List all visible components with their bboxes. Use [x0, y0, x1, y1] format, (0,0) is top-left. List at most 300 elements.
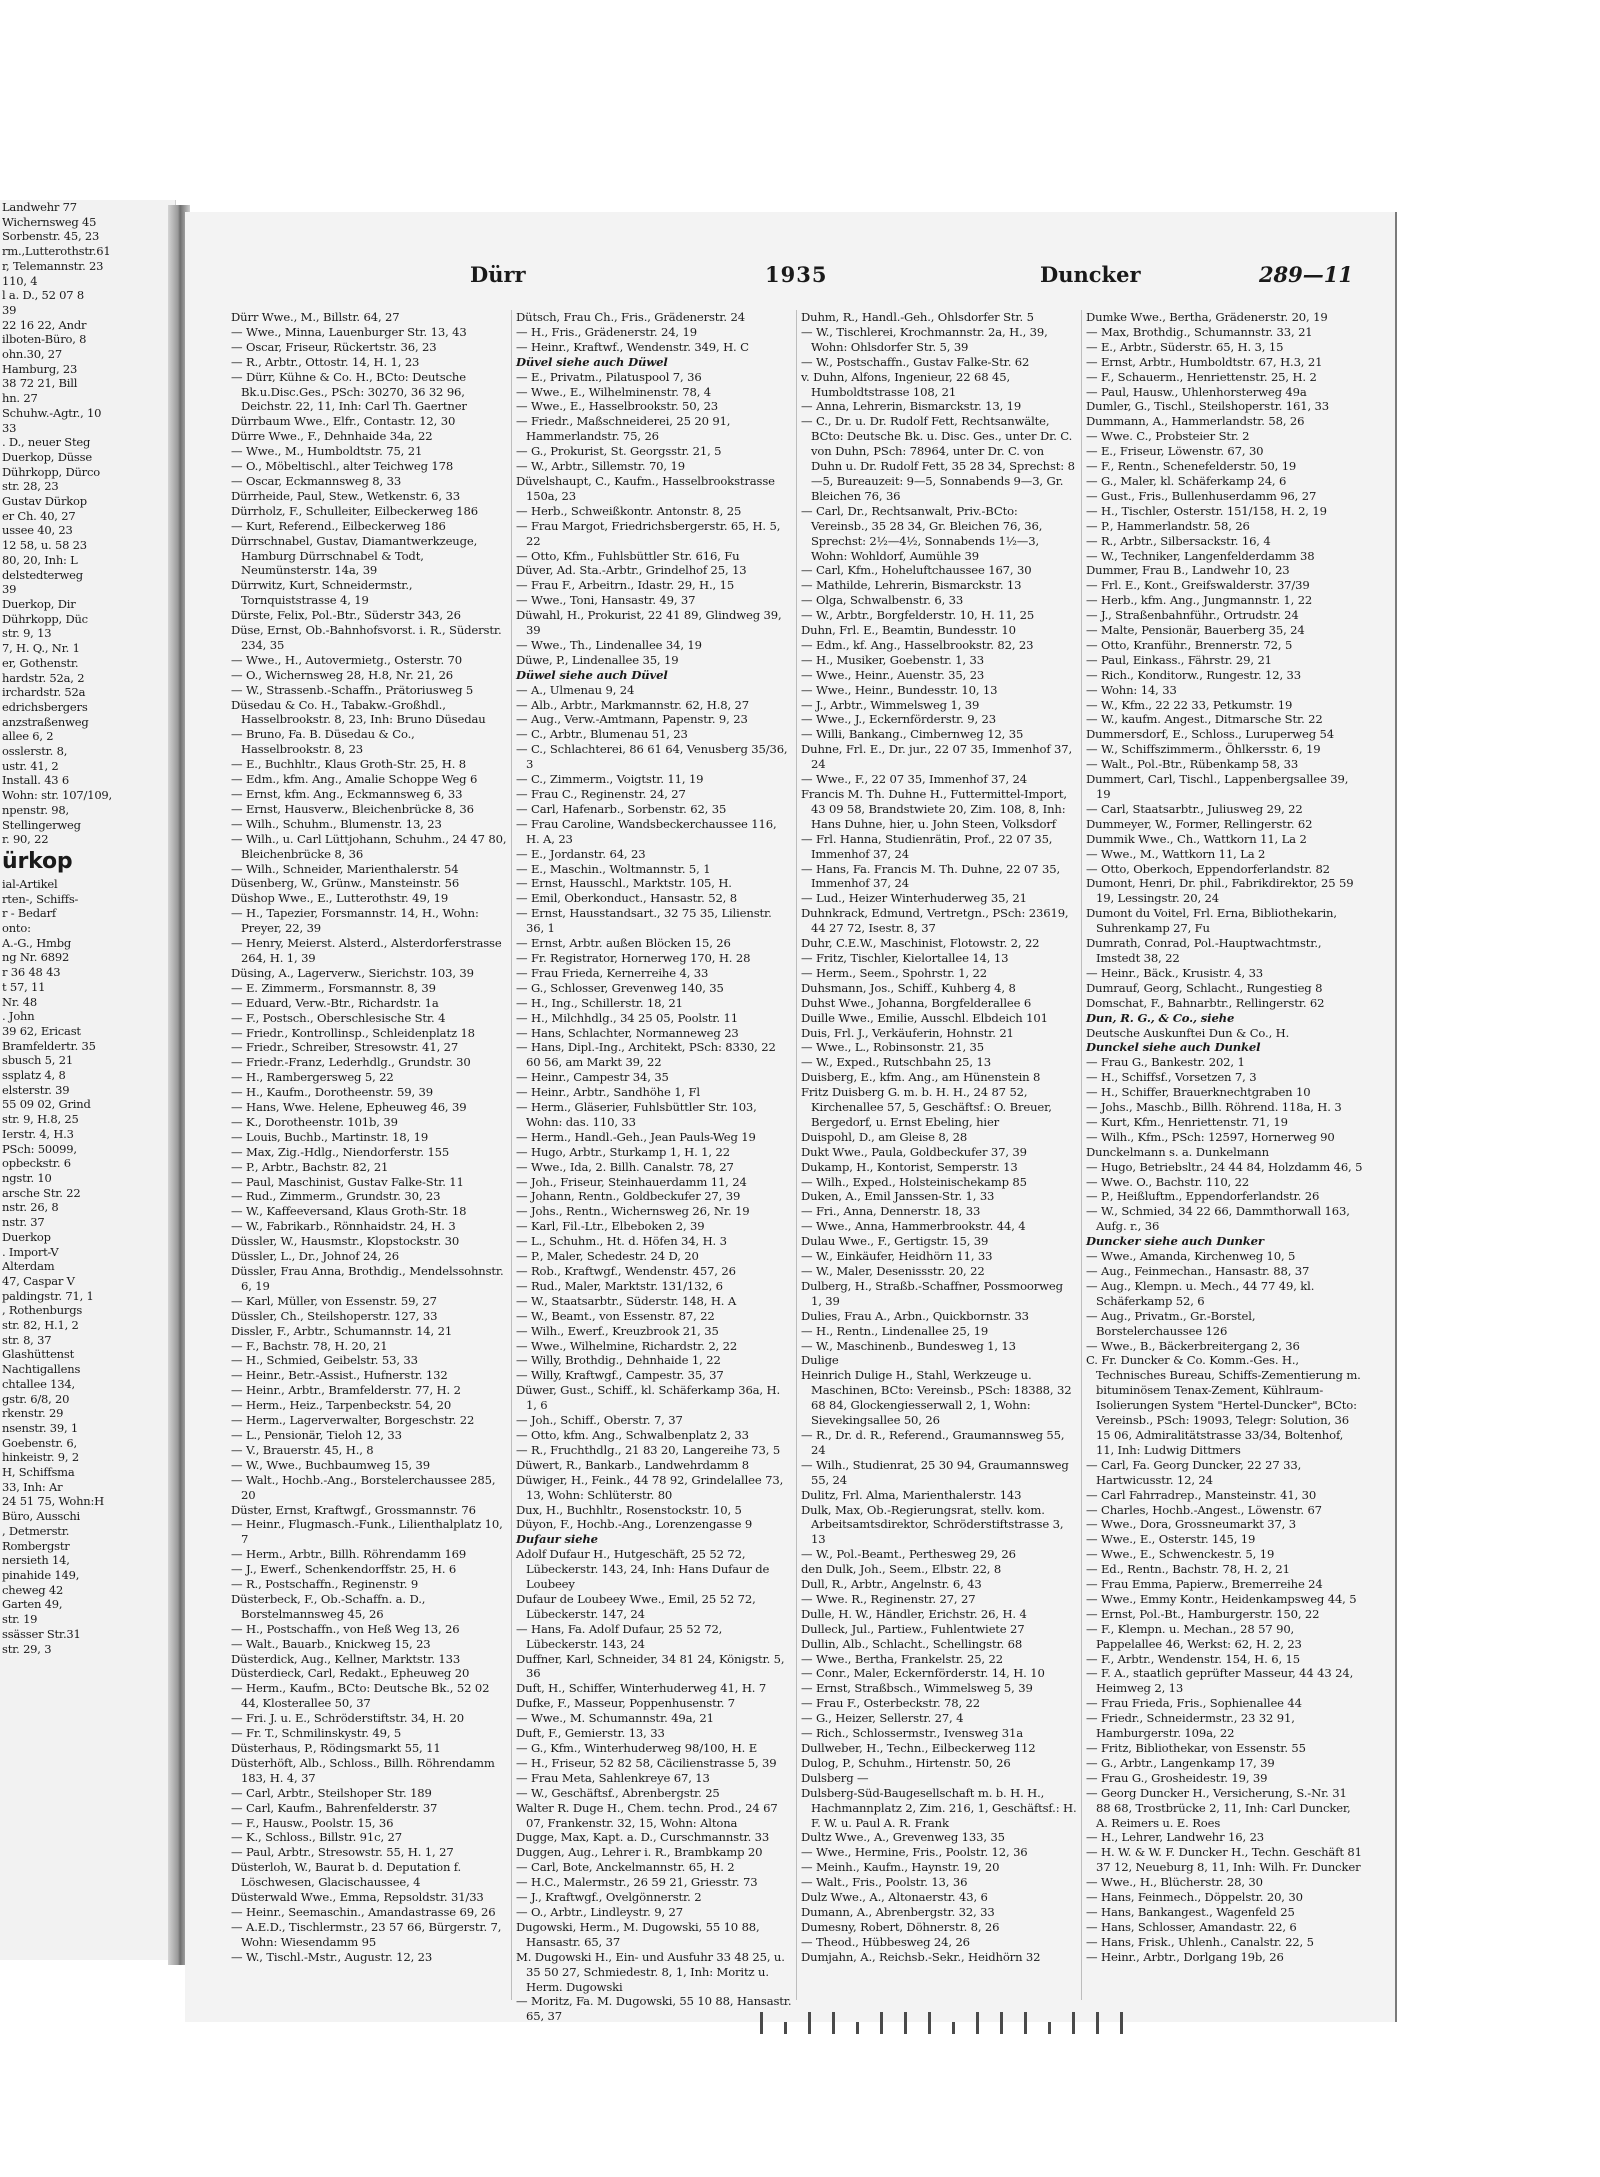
- directory-entry: — Wwe., Minna, Lauenburger Str. 13, 43: [231, 324, 467, 339]
- directory-entry: v. Duhn, Alfons, Ingenieur, 22 68 45, Humboldtstrasse 108, 21: [801, 369, 1010, 399]
- directory-entry: M. Dugowski H., Ein- und Ausfuhr 33 48 25, u. 35 50 27, Schmiedestr. 8, 1, Inh: Moritz u. Herm. Dugowski: [516, 1949, 785, 1994]
- left-page-line: 33, Inh: Ar: [2, 1479, 63, 1494]
- directory-entry: — Wwe., E., Hasselbrookstr. 50, 23: [516, 399, 719, 414]
- directory-entry: — G., Kfm., Winterhuderweg 98/100, H. E: [516, 1741, 758, 1755]
- directory-entry: — Kurt, Kfm., Henriettenstr. 71, 19: [1086, 1114, 1288, 1129]
- directory-entry: — Frau G., Grosheidestr. 19, 39: [1086, 1770, 1268, 1785]
- directory-entry: — Wwe., Heinr., Auenstr. 35, 23: [801, 667, 985, 682]
- directory-entry: — Henry, Meierst. Alsterd., Alsterdorferstrasse 264, H. 1, 39: [231, 936, 502, 965]
- directory-entry: — Rud., Maler, Marktstr. 131/132, 6: [516, 1278, 723, 1293]
- directory-entry: — W., Fabrikarb., Rönnhaidstr. 24, H. 3: [231, 1219, 456, 1234]
- directory-entry: Dürrbaum Wwe., Elfr., Contastr. 12, 30: [231, 414, 456, 429]
- directory-entry: — Hans, Feinmech., Döppelstr. 20, 30: [1086, 1890, 1303, 1905]
- directory-entry: — Anna, Lehrerin, Bismarckstr. 13, 19: [801, 399, 1022, 414]
- directory-entry: Dulsberg-Süd-Baugesellschaft m. b. H. H., Hachmannplatz 2, Zim. 216, 1, Geschäftsf.: H. F. W. u. Paul A. R. Frank: [801, 1785, 1077, 1830]
- directory-entry: Walter R. Duge H., Chem. techn. Prod., 24 67 07, Frankenstr. 32, 15, Wohn: Altona: [516, 1800, 778, 1830]
- directory-entry: — Fritz, Bibliothekar, von Essenstr. 55: [1086, 1741, 1306, 1755]
- directory-entry: Dulleck, Jul., Partiew., Fuhlentwiete 27: [801, 1621, 1025, 1636]
- directory-entry: — G., Schlosser, Grevenweg 140, 35: [516, 980, 724, 995]
- directory-entry: — E., Privatm., Pilatuspool 7, 36: [516, 369, 702, 384]
- directory-entry: Düssler, W., Hausmstr., Klopstockstr. 30: [231, 1234, 460, 1249]
- directory-entry: — Hans, Schlachter, Normanneweg 23: [516, 1025, 739, 1040]
- directory-entry: — Wwe., M., Humboldtstr. 75, 21: [231, 444, 423, 459]
- left-page-line: Gustav Dürkop: [2, 494, 87, 509]
- directory-entry: Düsterbeck, F., Ob.-Schaffn. a. D., Borstelmannsweg 45, 26: [231, 1591, 426, 1621]
- directory-entry: Dürre Wwe., F., Dehnhaide 34a, 22: [231, 429, 433, 444]
- directory-entry: Düsenberg, W., Grünw., Mansteinstr. 56: [231, 876, 460, 891]
- directory-entry: — K., Schloss., Billstr. 91c, 27: [231, 1830, 403, 1845]
- left-page-line: elsterstr. 39: [2, 1082, 70, 1097]
- directory-entry: Dulitz, Frl. Alma, Marienthalerstr. 143: [801, 1487, 1022, 1502]
- directory-entry: — Rich., Konditorw., Rungestr. 12, 33: [1086, 667, 1301, 682]
- directory-entry: — J., Straßenbahnführ., Ortrudstr. 24: [1086, 608, 1299, 623]
- directory-entry: — Wilh., Schuhm., Blumenstr. 13, 23: [231, 816, 442, 831]
- directory-entry: Dulz Wwe., A., Altonaerstr. 43, 6: [801, 1890, 988, 1905]
- directory-entry: Düster, Ernst, Kraftwgf., Grossmannstr. 76: [231, 1502, 476, 1517]
- directory-entry: Düssler, Ch., Steilshoperstr. 127, 33: [231, 1308, 438, 1323]
- directory-entry: — Frau Frieda, Kernerreihe 4, 33: [516, 965, 709, 980]
- left-page-line: Wichernsweg 45: [2, 214, 97, 229]
- directory-entry: — Frau Caroline, Wandsbeckerchaussee 116, H. A, 23: [516, 816, 777, 846]
- left-page-line: ohn.30, 27: [2, 347, 62, 362]
- left-page-line: nstr. 37: [2, 1215, 45, 1230]
- directory-entry: — Hans, Dipl.-Ing., Architekt, PSch: 8330, 22 60 56, am Markt 39, 22: [516, 1040, 776, 1070]
- directory-entry: — Heinr., Flugmasch.-Funk., Lilienthalplatz 10, 7: [231, 1517, 503, 1547]
- left-page-line: 22 16 22, Andr: [2, 317, 87, 332]
- directory-entry: Dummersdorf, E., Schloss., Luruperweg 54: [1086, 727, 1335, 742]
- directory-entry: Dulk, Max, Ob.-Regierungsrat, stellv. kom. Arbeitsamtsdirektor, Schröderstiftstrasse 3, 13: [801, 1502, 1064, 1547]
- directory-entry: Duffner, Karl, Schneider, 34 81 24, Königstr. 5, 36: [516, 1651, 785, 1681]
- left-page-line: Glashüttenst: [2, 1347, 75, 1362]
- directory-entry: — Otto, Oberkoch, Eppendorferlandstr. 82: [1086, 861, 1330, 876]
- directory-entry: Düwel siehe auch Düvel: [516, 667, 668, 682]
- directory-entry: — Walt., Hochb.-Ang., Borstelerchaussee 285, 20: [231, 1472, 496, 1502]
- directory-entry: — Aug., Privatm., Gr.-Borstel, Borstelerchaussee 126: [1086, 1308, 1256, 1338]
- directory-entry: — F., Postsch., Oberschlesische Str. 4: [231, 1010, 446, 1025]
- left-page-line: 110, 4: [2, 273, 38, 288]
- directory-entry: — Wwe., Anna, Hammerbrookstr. 44, 4: [801, 1219, 1026, 1234]
- directory-entry: Düsing, A., Lagerverw., Sierichstr. 103, 39: [231, 965, 474, 980]
- directory-entry: — H., Tapezier, Forsmannstr. 14, H., Wohn: Preyer, 22, 39: [231, 906, 479, 936]
- directory-entry: — P., Hammerlandstr. 58, 26: [1086, 518, 1250, 533]
- left-page-line: rkenstr. 29: [2, 1406, 64, 1421]
- directory-entry: — Wwe., J., Eckernförderstr. 9, 23: [801, 712, 996, 727]
- directory-entry: — Willy, Brothdig., Dehnhaide 1, 22: [516, 1353, 721, 1368]
- directory-entry: Dumler, G., Tischl., Steilshoperstr. 161, 33: [1086, 399, 1329, 414]
- directory-entry: — Aug., Klempn. u. Mech., 44 77 49, kl. Schäferkamp 52, 6: [1086, 1278, 1315, 1308]
- directory-entry: Duisberg, E., kfm. Ang., am Hünenstein 8: [801, 1070, 1041, 1085]
- directory-entry: — V., Brauerstr. 45, H., 8: [231, 1442, 374, 1457]
- directory-entry: — Hans, Wwe. Helene, Epheuweg 46, 39: [231, 1100, 467, 1115]
- directory-entry: — Joh., Schiff., Oberstr. 7, 37: [516, 1413, 683, 1428]
- directory-entry: — Oscar, Friseur, Rückertstr. 36, 23: [231, 339, 437, 354]
- directory-entry: — W., Pol.-Beamt., Perthesweg 29, 26: [801, 1547, 1016, 1562]
- directory-entry: Düsedau & Co. H., Tabakw.-Großhdl., Hasselbrookstr. 8, 23, Inh: Bruno Düsedau: [231, 697, 486, 727]
- directory-entry: — Alb., Arbtr., Markmannstr. 62, H.8, 27: [516, 697, 750, 712]
- directory-entry: — Emil, Oberkonduct., Hansastr. 52, 8: [516, 891, 737, 906]
- directory-entry: — Oscar, Eckmannsweg 8, 33: [231, 473, 402, 488]
- directory-entry: — F., Bachstr. 78, H. 20, 21: [231, 1338, 388, 1353]
- directory-entry: — Wwe., H., Blücherstr. 28, 30: [1086, 1875, 1263, 1890]
- column-1: [227, 310, 512, 2000]
- directory-entry: — Heinr., Kraftwf., Wendenstr. 349, H. C: [516, 339, 749, 354]
- directory-entry: Dumann, A., Abrenbergstr. 32, 33: [801, 1904, 995, 1919]
- directory-entry: — W., Geschäftsf., Abrenbergstr. 25: [516, 1785, 720, 1800]
- directory-entry: Dull, R., Arbtr., Angelnstr. 6, 43: [801, 1577, 982, 1592]
- directory-entry: — Wwe., B., Bäckerbreitergang 2, 36: [1086, 1338, 1300, 1353]
- directory-entry: — Carl, Bote, Anckelmannstr. 65, H. 2: [516, 1860, 735, 1875]
- left-page-line: Goebenstr. 6,: [2, 1435, 77, 1450]
- left-page-line: . Import-V: [2, 1244, 59, 1259]
- left-page-line: hn. 27: [2, 391, 38, 406]
- directory-entry: — Hans, Fa. Adolf Dufaur, 25 52 72, Lübeckerstr. 143, 24: [516, 1621, 723, 1651]
- directory-entry: Duhsmann, Jos., Schiff., Kuhberg 4, 8: [801, 980, 1016, 995]
- directory-entry: — R., Dr. d. R., Referend., Graumannsweg 55, 24: [801, 1427, 1065, 1457]
- directory-entry: — Willy, Kraftwgf., Campestr. 35, 37: [516, 1368, 724, 1383]
- directory-entry: — W., Kaffeeversand, Klaus Groth-Str. 18: [231, 1204, 467, 1219]
- directory-entry: Dürr Wwe., M., Billstr. 64, 27: [231, 310, 400, 324]
- directory-entry: — H., Rentn., Lindenallee 25, 19: [801, 1323, 989, 1338]
- directory-entry: Dürrholz, F., Schulleiter, Eilbeckerweg 186: [231, 503, 478, 518]
- directory-entry: — Charles, Hochb.-Angest., Löwenstr. 67: [1086, 1502, 1322, 1517]
- directory-entry: — F., Hausw., Poolstr. 15, 36: [231, 1815, 394, 1830]
- directory-entry: — Heinr., Campestr 34, 35: [516, 1070, 669, 1085]
- left-page-line: opbeckstr. 6: [2, 1156, 71, 1171]
- directory-entry: Dulau Wwe., F., Gertigstr. 15, 39: [801, 1234, 989, 1249]
- directory-entry: — E. Zimmerm., Forsmannstr. 8, 39: [231, 980, 436, 995]
- left-page-line: ng Nr. 6892: [2, 950, 70, 965]
- directory-entry: — P., Maler, Schedestr. 24 D, 20: [516, 1249, 699, 1264]
- left-page-line: ustr. 41, 2: [2, 758, 59, 773]
- left-page-line: str. 9, H.8, 25: [2, 1112, 79, 1127]
- directory-entry: — Eduard, Verw.-Btr., Richardstr. 1a: [231, 995, 439, 1010]
- directory-entry: Deutsche Auskunftei Dun & Co., H.: [1086, 1025, 1290, 1040]
- directory-entry: — Herm., Heiz., Tarpenbeckstr. 54, 20: [231, 1398, 452, 1413]
- left-page-line: 38 72 21, Bill: [2, 376, 78, 391]
- column-2: [512, 310, 797, 2024]
- directory-entry: — L., Schuhm., Ht. d. Höfen 34, H. 3: [516, 1234, 727, 1249]
- directory-entry: — Wwe., Emmy Kontr., Heidenkampsweg 44, 5: [1086, 1591, 1357, 1606]
- left-page-line: Alterdam: [2, 1259, 55, 1274]
- directory-entry: — Otto, Kranführ., Brennerstr. 72, 5: [1086, 637, 1293, 652]
- directory-entry: — Wilh., Exped., Holsteinischekamp 85: [801, 1174, 1027, 1189]
- directory-entry: — Rich., Schlossermstr., Ivensweg 31a: [801, 1726, 1023, 1741]
- left-page-line: nstr. 26, 8: [2, 1200, 59, 1215]
- directory-entry: — Wwe., Ida, 2. Billh. Canalstr. 78, 27: [516, 1159, 734, 1174]
- directory-entry: — H., Schmied, Geibelstr. 53, 33: [231, 1353, 418, 1368]
- directory-entry: Dürrschnabel, Gustav, Diamantwerkzeuge, Hamburg Dürrschnabel & Todt, Neumünsterstr. 14a, 39: [231, 533, 478, 578]
- directory-entry: Düssler, Frau Anna, Brothdig., Mendelssohnstr. 6, 19: [231, 1264, 504, 1293]
- directory-entry: — Herm., Arbtr., Billh. Röhrendamm 169: [231, 1547, 467, 1562]
- directory-entry: — Fr. T., Schmilinskystr. 49, 5: [231, 1726, 402, 1741]
- directory-entry: Dulige: [801, 1353, 839, 1368]
- directory-entry: — H., Friseur, 52 82 58, Cäcilienstrasse 5, 39: [516, 1755, 777, 1770]
- directory-entry: Dumke Wwe., Bertha, Grädenerstr. 20, 19: [1086, 310, 1328, 324]
- directory-entry: Duncker siehe auch Dunker: [1086, 1234, 1264, 1249]
- column-3: [797, 310, 1082, 2000]
- directory-entry: — Max, Zig.-Hdlg., Niendorferstr. 155: [231, 1144, 450, 1159]
- left-page-line: 12 58, u. 58 23: [2, 538, 87, 553]
- directory-entry: — A., Ulmenau 9, 24: [516, 682, 635, 697]
- directory-entry: — Louis, Buchb., Martinstr. 18, 19: [231, 1129, 429, 1144]
- left-page-line: Nr. 48: [2, 994, 38, 1009]
- directory-entry: — Fritz, Tischler, Kielortallee 14, 13: [801, 950, 1009, 965]
- directory-entry: — Herb., Schweißkontr. Antonstr. 8, 25: [516, 503, 742, 518]
- directory-entry: — W., Tischlerei, Krochmannstr. 2a, H., 39, Wohn: Ohlsdorfer Str. 5, 39: [801, 324, 1048, 354]
- left-page-line: Garten 49,: [2, 1597, 63, 1612]
- directory-entry: Dulog, P., Schuhm., Hirtenstr. 50, 26: [801, 1755, 1011, 1770]
- directory-entry: — Heinr., Arbtr., Bramfelderstr. 77, H. 2: [231, 1383, 461, 1398]
- directory-entry: — Walt., Bauarb., Knickweg 15, 23: [231, 1636, 431, 1651]
- left-page-line: ürkop: [2, 848, 73, 874]
- directory-entry: — Carl, Kfm., Hoheluftchaussee 167, 30: [801, 563, 1032, 578]
- directory-entry: — P., Heißluftm., Eppendorferlandstr. 26: [1086, 1189, 1320, 1204]
- left-page-line: t 57, 11: [2, 979, 46, 994]
- directory-entry: — Kurt, Referend., Eilbeckerweg 186: [231, 518, 446, 533]
- left-page-line: irchardstr. 52a: [2, 685, 86, 700]
- directory-entry: — Ernst, Hausverw., Bleichenbrücke 8, 36: [231, 801, 474, 816]
- directory-entry: — A.E.D., Tischlermstr., 23 57 66, Bürgerstr. 7, Wohn: Wiesendamm 95: [231, 1919, 502, 1949]
- left-page-line: 39: [2, 302, 17, 317]
- directory-entry: Domschat, F., Bahnarbtr., Rellingerstr. 62: [1086, 995, 1325, 1010]
- directory-entry: — Herm., Gläserier, Fuhlsbüttler Str. 103, Wohn: das. 110, 33: [516, 1100, 757, 1129]
- left-page-line: r - Bedarf: [2, 906, 56, 921]
- directory-entry: — Wohn: 14, 33: [1086, 682, 1177, 697]
- directory-entry: — Wwe., Hermine, Fris., Poolstr. 12, 36: [801, 1845, 1028, 1860]
- left-page-line: 47, Caspar V: [2, 1273, 75, 1288]
- directory-entry: — Johann, Rentn., Goldbeckufer 27, 39: [516, 1189, 741, 1204]
- directory-entry: — Max, Brothdig., Schumannstr. 33, 21: [1086, 324, 1313, 339]
- directory-entry: — Hugo, Betriebsltr., 24 44 84, Holzdamm 46, 5: [1086, 1159, 1363, 1174]
- directory-entry: — Wwe., M., Wattkorn 11, La 2: [1086, 846, 1266, 861]
- directory-entry: — R., Arbtr., Ottostr. 14, H. 1, 23: [231, 354, 420, 369]
- directory-entry: — Wwe. O., Bachstr. 110, 22: [1086, 1174, 1250, 1189]
- directory-entry: Duhst Wwe., Johanna, Borgfelderallee 6: [801, 995, 1032, 1010]
- left-page-line: Stellingerweg: [2, 817, 81, 832]
- directory-entry: Düsterdick, Aug., Kellner, Marktstr. 133: [231, 1651, 461, 1666]
- directory-entry: — C., Zimmerm., Voigtstr. 11, 19: [516, 772, 704, 787]
- left-page-line: Duerkop, Dir: [2, 596, 76, 611]
- directory-entry: Dumjahn, A., Reichsb.-Sekr., Heidhörn 32: [801, 1949, 1041, 1964]
- directory-entry: — G., Prokurist, St. Georgsstr. 21, 5: [516, 444, 722, 459]
- directory-entry: — F., Schauerm., Henriettenstr. 25, H. 2: [1086, 369, 1317, 384]
- directory-entry: — Heinr., Betr.-Assist., Hufnerstr. 132: [231, 1368, 448, 1383]
- left-page-line: l a. D., 52 07 8: [2, 288, 84, 303]
- left-page-line: Bramfeldertr. 35: [2, 1038, 96, 1053]
- left-page-line: str. 29, 3: [2, 1641, 52, 1656]
- directory-entry: — Walt., Pol.-Btr., Rübenkamp 58, 33: [1086, 757, 1299, 772]
- directory-entry: — L., Pensionär, Tieloh 12, 33: [231, 1427, 402, 1442]
- directory-entry: — Herm., Lagerverwalter, Borgeschstr. 22: [231, 1413, 475, 1428]
- directory-entry: — E., Arbtr., Süderstr. 65, H. 3, 15: [1086, 339, 1284, 354]
- directory-entry: — Hugo, Arbtr., Sturkamp 1, H. 1, 22: [516, 1144, 730, 1159]
- left-page-line: 24 51 75, Wohn:H: [2, 1494, 105, 1509]
- directory-entry: Düsterloh, W., Baurat b. d. Deputation f. Löschwesen, Glacischaussee, 4: [231, 1860, 462, 1890]
- directory-entry: Dulsberg —: [801, 1770, 869, 1785]
- left-page-line: ssplatz 4, 8: [2, 1068, 66, 1083]
- directory-entry: — Wwe., Wilhelmine, Richardstr. 2, 22: [516, 1338, 738, 1353]
- directory-entry: — Carl, Kaufm., Bahrenfelderstr. 37: [231, 1800, 438, 1815]
- previous-page-fragment: [0, 200, 176, 1960]
- directory-entry: — W., Schmied, 34 22 66, Dammthorwall 163, Aufg. r., 36: [1086, 1204, 1350, 1234]
- left-page-line: ngstr. 10: [2, 1171, 52, 1185]
- directory-entry: Dürrwitz, Kurt, Schneidermstr., Tornquiststrasse 4, 19: [231, 578, 413, 608]
- left-page-line: ial-Artikel: [2, 876, 58, 891]
- directory-entry: Dumrauf, Georg, Schlacht., Rungestieg 8: [1086, 980, 1323, 995]
- directory-entry: — P., Arbtr., Bachstr. 82, 21: [231, 1159, 389, 1174]
- left-page-line: A.-G., Hmbg: [2, 935, 72, 950]
- left-page-line: , Rothenburgs: [2, 1303, 83, 1318]
- directory-entry: Düsterdieck, Carl, Redakt., Epheuweg 20: [231, 1666, 470, 1681]
- directory-entry: Dullin, Alb., Schlacht., Schellingstr. 68: [801, 1636, 1023, 1651]
- directory-entry: Dumont, Henri, Dr. phil., Fabrikdirektor, 25 59 19, Lessingstr. 20, 24: [1086, 876, 1354, 906]
- left-page-line: , Detmerstr.: [2, 1523, 70, 1538]
- directory-entry: — Karl, Müller, von Essenstr. 59, 27: [231, 1293, 437, 1308]
- column-4: [1082, 310, 1367, 2000]
- left-page-line: 39: [2, 582, 17, 597]
- directory-entry: — Aug., Feinmechan., Hansastr. 88, 37: [1086, 1264, 1310, 1278]
- directory-entry: — Rud., Zimmerm., Grundstr. 30, 23: [231, 1189, 441, 1204]
- directory-entry: Duhm, R., Handl.-Geh., Ohlsdorfer Str. 5: [801, 310, 1034, 324]
- directory-entry: Dux, H., Buchhltr., Rosenstockstr. 10, 5: [516, 1502, 742, 1517]
- directory-entry: — F., Rentn., Schenefelderstr. 50, 19: [1086, 459, 1297, 474]
- directory-entry: — J., Arbtr., Wimmelsweg 1, 39: [801, 697, 980, 712]
- directory-entry: — Wilh., Studienrat, 25 30 94, Graumannsweg 55, 24: [801, 1457, 1069, 1487]
- directory-entry: — Heinr., Seemaschin., Amandastrasse 69, 26: [231, 1904, 496, 1919]
- left-page-line: Hamburg, 23: [2, 361, 78, 376]
- directory-entry: — Walt., Fris., Poolstr. 13, 36: [801, 1875, 968, 1890]
- directory-entry: — Carl, Fa. Georg Duncker, 22 27 33, Hartwicusstr. 12, 24: [1086, 1457, 1302, 1487]
- left-page-line: 55 09 02, Grind: [2, 1097, 91, 1112]
- left-page-line: str. 8, 37: [2, 1332, 52, 1347]
- directory-entry: — Joh., Friseur, Steinhauerdamm 11, 24: [516, 1174, 747, 1189]
- directory-entry: Adolf Dufaur H., Hutgeschäft, 25 52 72, Lübeckerstr. 143, 24, Inh: Hans Dufaur de Loubeey: [516, 1547, 770, 1592]
- left-page-line: ilboten-Büro, 8: [2, 332, 87, 347]
- directory-entry: Dumrath, Conrad, Pol.-Hauptwachtmstr., Imstedt 38, 22: [1086, 936, 1322, 965]
- directory-entry: — W., Maschinenb., Bundesweg 1, 13: [801, 1338, 1016, 1353]
- directory-entry: — Dürr, Kühne & Co. H., BCto: Deutsche Bk.u.Disc.Ges., PSch: 30270, 36 32 96, Deichstr. 22, 11, Inh: Carl Th. Gaertner: [231, 369, 467, 414]
- left-page-line: edrichsbergers: [2, 699, 88, 714]
- directory-entry: Düwahl, H., Prokurist, 22 41 89, Glindweg 39, 39: [516, 608, 782, 638]
- directory-entry: — F., Arbtr., Wendenstr. 154, H. 6, 15: [1086, 1651, 1300, 1666]
- directory-entry: Dummer, Frau B., Landwehr 10, 23: [1086, 563, 1290, 578]
- left-page-line: er Ch. 40, 27: [2, 508, 76, 523]
- directory-entry: — Theod., Hübbesweg 24, 26: [801, 1934, 970, 1949]
- directory-entry: Duhnkrack, Edmund, Vertretgn., PSch: 23619, 44 27 72, Isestr. 8, 37: [801, 906, 1069, 936]
- directory-entry: Dumesny, Robert, Döhnerstr. 8, 26: [801, 1919, 1000, 1934]
- directory-entry: Dunckel siehe auch Dunkel: [1086, 1040, 1261, 1055]
- directory-entry: — Wwe., E., Schwenckestr. 5, 19: [1086, 1547, 1275, 1562]
- directory-entry: — K., Dorotheenstr. 101b, 39: [231, 1114, 398, 1129]
- left-page-line: str. 19: [2, 1612, 38, 1627]
- directory-entry: — R., Arbtr., Silbersackstr. 16, 4: [1086, 533, 1271, 548]
- directory-entry: — W., Maler, Desenissstr. 20, 22: [801, 1264, 985, 1278]
- directory-entry: — Frau C., Reginenstr. 24, 27: [516, 787, 686, 801]
- directory-entry: — Ernst, kfm. Ang., Eckmannsweg 6, 33: [231, 787, 463, 801]
- directory-entry: — Ernst, Hausstandsart., 32 75 35, Lilienstr. 36, 1: [516, 906, 772, 936]
- directory-entry: Düwiger, H., Feink., 44 78 92, Grindelallee 73, 13, Wohn: Schlüterstr. 80: [516, 1472, 784, 1502]
- left-page-line: Ierstr. 4, H.3: [2, 1126, 74, 1141]
- left-page-line: delstedterweg: [2, 567, 83, 582]
- directory-entry: — Hans, Frisk., Uhlenh., Canalstr. 22, 5: [1086, 1934, 1314, 1949]
- directory-entry: — Carl, Dr., Rechtsanwalt, Priv.-BCto: Vereinsb., 35 28 34, Gr. Bleichen 76, 36, Sprechst: 2½—4½, Sonnabends 1½—3, Wohn: Wohldorf, Aumühle 39: [801, 503, 1043, 563]
- left-page-line: nsenstr. 39, 1: [2, 1420, 79, 1435]
- left-page-line: cheweg 42: [2, 1582, 64, 1597]
- directory-entry: Duggen, Aug., Lehrer i. R., Brambkamp 20: [516, 1845, 763, 1860]
- directory-entry: — Wilh., Ewerf., Kreuzbrook 21, 35: [516, 1323, 719, 1338]
- left-page-line: rten-, Schiffs-: [2, 891, 79, 906]
- directory-entry: — Frau Meta, Sahlenkreye 67, 13: [516, 1770, 710, 1785]
- directory-entry: — Frau G., Bankestr. 202, 1: [1086, 1055, 1245, 1070]
- directory-entry: Düsterwald Wwe., Emma, Repsoldstr. 31/33: [231, 1890, 484, 1905]
- directory-entry: — Wilh., u. Carl Lüttjohann, Schuhm., 24 47 80, Bleichenbrücke 8, 36: [231, 831, 507, 861]
- directory-entry: — Malte, Pensionär, Bauerberg 35, 24: [1086, 623, 1305, 638]
- left-page-line: Wohn: str. 107/109,: [2, 788, 113, 803]
- left-page-line: H, Schiffsma: [2, 1465, 75, 1480]
- directory-entry: — Carl, Hafenarb., Sorbenstr. 62, 35: [516, 801, 727, 816]
- directory-entry: — Friedr.-Franz, Lederhdlg., Grundstr. 30: [231, 1055, 471, 1070]
- left-page-line: Büro, Ausschi: [2, 1509, 81, 1524]
- directory-entry: — H., Milchhdlg., 34 25 05, Poolstr. 11: [516, 1010, 738, 1025]
- directory-entry: Fritz Duisberg G. m. b. H. H., 24 87 52, Kirchenallee 57, 5, Geschäftsf.: O. Breuer, Bergedorf, u. Ernst Ebeling, hier: [801, 1085, 1052, 1129]
- directory-entry: — Wwe., Bertha, Frankelstr. 25, 22: [801, 1651, 1003, 1666]
- directory-entry: — Johs., Maschb., Billh. Röhrend. 118a, H. 3: [1086, 1100, 1342, 1115]
- directory-entry: — Fri. J. u. E., Schröderstiftstr. 34, H. 20: [231, 1711, 464, 1726]
- directory-entry: — Gust., Fris., Bullenhuserdamm 96, 27: [1086, 488, 1317, 503]
- directory-entry: — Wwe., Heinr., Bundesstr. 10, 13: [801, 682, 998, 697]
- directory-entry: — W., Techniker, Langenfelderdamm 38: [1086, 548, 1315, 563]
- directory-entry: Dürste, Felix, Pol.-Btr., Süderstr 343, 26: [231, 608, 461, 623]
- directory-entry: Dugowski, Herm., M. Dugowski, 55 10 88, Hansastr. 65, 37: [516, 1919, 760, 1949]
- directory-entry: Dukt Wwe., Paula, Goldbeckufer 37, 39: [801, 1144, 1027, 1159]
- left-page-line: gstr. 6/8, 20: [2, 1391, 70, 1406]
- directory-entry: — W., Schiffszimmerm., Öhlkersstr. 6, 19: [1086, 742, 1321, 757]
- directory-entry: — F. A., staatlich geprüfter Masseur, 44 43 24, Heimweg 2, 13: [1086, 1666, 1354, 1696]
- directory-entry: — H., Schiffsf., Vorsetzen 7, 3: [1086, 1070, 1257, 1085]
- directory-entry: — Wwe., E., Osterstr. 145, 19: [1086, 1532, 1256, 1547]
- directory-entry: — Rob., Kraftwgf., Wendenstr. 457, 26: [516, 1264, 736, 1278]
- directory-entry: — Willi, Bankang., Cimbernweg 12, 35: [801, 727, 1024, 742]
- directory-entry: — R., Fruchthdlg., 21 83 20, Langereihe 73, 5: [516, 1442, 781, 1457]
- directory-entry: — W., Einkäufer, Heidhörn 11, 33: [801, 1249, 993, 1264]
- left-page-line: ssässer Str.31: [2, 1626, 81, 1641]
- left-page-line: Nachtigallens: [2, 1362, 81, 1377]
- left-page-line: r, Telemannstr. 23: [2, 258, 104, 273]
- directory-entry: — Wilh., Schneider, Marienthalerstr. 54: [231, 861, 459, 876]
- directory-entry: — Ernst, Arbtr., Humboldtstr. 67, H.3, 21: [1086, 354, 1323, 369]
- left-page-line: Duerkop: [2, 1229, 51, 1244]
- directory-entry: — Frau F., Arbeitrn., Idastr. 29, H., 15: [516, 578, 735, 593]
- directory-entry: — Fr. Registrator, Hornerweg 170, H. 28: [516, 950, 751, 965]
- left-page-line: pinahide 149,: [2, 1567, 80, 1582]
- directory-entry: — Heinr., Bäck., Krusistr. 4, 33: [1086, 965, 1264, 980]
- directory-entry: Dufaur de Loubeey Wwe., Emil, 25 52 72, Lübeckerstr. 147, 24: [516, 1591, 756, 1621]
- left-page-line: er, Gothenstr.: [2, 655, 79, 670]
- directory-entry: Duhne, Frl. E., Dr. jur., 22 07 35, Immenhof 37, 24: [801, 742, 1072, 772]
- directory-entry: — R., Postschaffn., Reginenstr. 9: [231, 1577, 419, 1592]
- directory-entry: Dun, R. G., & Co., siehe: [1086, 1010, 1235, 1025]
- directory-entry: — Paul, Maschinist, Gustav Falke-Str. 11: [231, 1174, 464, 1189]
- directory-entry: Heinrich Dulige H., Stahl, Werkzeuge u. Maschinen, BCto: Vereinsb., PSch: 18388, 32 68 84, Glockengiesserwall 2, 1, Wohn: Sievekingsallee 50, 26: [801, 1368, 1072, 1428]
- directory-entry: — Ernst, Arbtr. außen Blöcken 15, 26: [516, 936, 731, 951]
- directory-entry: — H., Rambergersweg 5, 22: [231, 1070, 394, 1085]
- left-page-line: nersieth 14,: [2, 1553, 70, 1568]
- directory-entry: — O., Arbtr., Lindleystr. 9, 27: [516, 1904, 683, 1919]
- left-page-line: PSch: 50099,: [2, 1141, 77, 1156]
- directory-entry: Dummann, A., Hammerlandstr. 58, 26: [1086, 414, 1305, 429]
- directory-entry: — Carl, Arbtr., Steilshoper Str. 189: [231, 1785, 432, 1800]
- left-page-line: 80, 20, Inh: L: [2, 552, 78, 567]
